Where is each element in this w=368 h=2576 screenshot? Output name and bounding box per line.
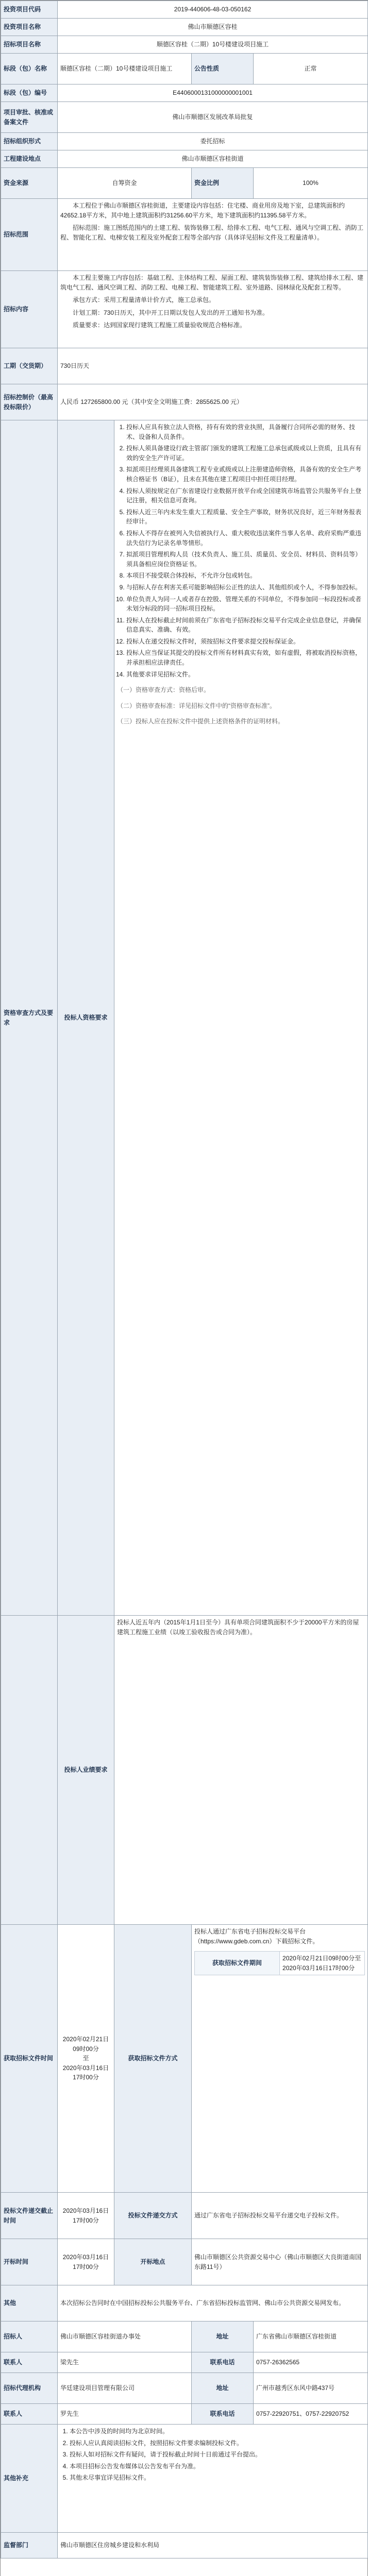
tenderer-contact-value: 梁先生 xyxy=(58,2352,192,2373)
org-form-label: 招标组织形式 xyxy=(1,133,58,150)
tail-item: 5. 其他未尽事宜详见招标文件。 xyxy=(70,2473,365,2483)
qualification-item: 11. 投标人在投标截止时间前须在广东省电子招标投标交易平台完成企业信息登记，并确保信息真实、准确、有效。 xyxy=(126,616,365,635)
project-name-label: 投资项目名称 xyxy=(1,19,58,36)
funding-label: 资金来源 xyxy=(1,168,58,199)
performance-label: 投标人业绩要求 xyxy=(58,1616,114,1925)
supervisor-value: 佛山市顺德区住房城乡建设和水利局 xyxy=(58,2533,368,2558)
row-agent xyxy=(1,2373,368,2404)
deadline-label: 投标文件递交截止时间 xyxy=(1,2193,58,2239)
performance-value: 投标人近五年内（2015年1月1日至今）具有单项合同建筑面积不少于20000平方米的房屋建筑工程施工业绩（以竣工验收报告或合同为准）。 xyxy=(114,1616,368,1925)
contents-paragraph: 计划工期：730日历天，其中开工日期以发包人发出的开工通知书为准。 xyxy=(73,309,269,316)
get-docs-method-label: 获取招标文件方式 xyxy=(114,1925,192,2193)
row-project-name xyxy=(1,19,368,36)
tail-content xyxy=(58,2425,368,2533)
qualifications-content xyxy=(114,420,368,1616)
qualification-note: （一）资格审查方式：资格后审。 xyxy=(117,686,210,694)
qualification-side-label: 资格审查方式及要求 xyxy=(1,420,58,1616)
qualification-notes xyxy=(117,685,365,726)
row-get-docs xyxy=(1,1925,368,2193)
get-docs-start: 2020年02月21日09时00分 xyxy=(62,2036,109,2053)
qualification-item: 3. 拟派项目经理须具备建筑工程专业贰级或以上注册建造师资格，具备有效的安全生产考核合格证书（B证），且未在其他在建工程项目中担任项目经理。 xyxy=(126,465,365,484)
duration-label: 工期（交货期） xyxy=(1,348,58,384)
row-performance xyxy=(1,1616,368,1925)
row-other xyxy=(1,2285,368,2321)
bid-project-name-value: 顺德区容桂（二期）10号楼建设项目施工 xyxy=(58,36,368,54)
public-type-value: 正常 xyxy=(254,54,368,84)
row-duration xyxy=(1,348,368,384)
qualification-item: 12. 投标人在递交投标文件时，须按招标文件要求提交投标保证金。 xyxy=(126,637,365,647)
qualification-note: （二）资格审查标准：详见招标文件中的“资格审查标准”。 xyxy=(117,702,276,709)
opening-place-label: 开标地点 xyxy=(114,2239,192,2285)
tenderer-addr-label: 地址 xyxy=(192,2321,254,2352)
performance-side xyxy=(1,1616,58,1925)
qualification-item: 5. 投标人近三年内未发生重大工程质量、安全生产事故，财务状况良好，近三年财务报表经审计。 xyxy=(126,507,365,527)
row-opening xyxy=(1,2239,368,2285)
agent-label: 招标代理机构 xyxy=(1,2373,58,2404)
bid-project-name-label: 招标项目名称 xyxy=(1,36,58,54)
tender-notice-table xyxy=(1,1,368,2558)
qualification-item: 14. 其他要求详见招标文件。 xyxy=(126,670,365,680)
qualification-note: （三）投标人应在投标文件中提供上述资格条件的证明材料。 xyxy=(117,718,285,725)
tenderer-tel-label: 联系电话 xyxy=(192,2352,254,2373)
section-no-label: 标段（包）编号 xyxy=(1,84,58,102)
get-docs-note-value: 2020年02月21日09时00分至2020年03月16日17时00分 xyxy=(280,1952,365,1975)
tail-item: 1. 本公告中涉及的时间均为北京时间。 xyxy=(70,2427,365,2436)
org-form-value: 委托招标 xyxy=(58,133,368,150)
agent-addr-label: 地址 xyxy=(192,2373,254,2404)
get-docs-method-value: 投标人通过广东省电子招标投标交易平台（https://www.gdeb.com.cn）下载招标文件。 获取招标文件期间 2020年02月21日09时00分至2020年03月16日17时00分 xyxy=(192,1925,368,2193)
approval-value: 佛山市顺德区发展改革局批复 xyxy=(58,102,368,133)
section-name-value: 顺德区容桂（二期）10号楼建设项目施工 xyxy=(58,54,192,84)
public-type-label: 公告性质 xyxy=(192,54,254,84)
row-agent-contact xyxy=(1,2404,368,2425)
tail-item: 2. 投标人应认真阅读招标文件，按照招标文件要求编制投标文件。 xyxy=(70,2438,365,2448)
row-qualifications xyxy=(1,420,368,1616)
qualification-item: 4. 投标人须按规定在广东省建设行业数据开放平台或全国建筑市场监管公共服务平台上登记注册，相关信息可查询。 xyxy=(126,486,365,505)
price-value: 人民币 127265800.00 元（其中安全文明施工费：2855625.00 元） xyxy=(58,384,368,420)
qualifications-list xyxy=(117,422,365,679)
tail-item: 4. 本项目招标公告发布媒体以公告发布平台为准。 xyxy=(70,2462,365,2471)
row-price xyxy=(1,384,368,420)
project-code-label: 投资项目代码 xyxy=(1,1,58,19)
scope-content xyxy=(58,199,368,271)
contents-label: 招标内容 xyxy=(1,271,58,348)
qualification-item: 13. 投标人应当保证其提交的投标文件所有材料真实有效，如有虚假，将被取消投标资格，并承担相应法律责任。 xyxy=(126,648,365,667)
qualification-item: 9. 与招标人存在利害关系可能影响招标公正性的法人、其他组织或个人，不得参加投标。 xyxy=(126,583,365,592)
row-project-code xyxy=(1,1,368,19)
qualification-item: 6. 投标人不得存在被列入失信被执行人、重大税收违法案件当事人名单、政府采购严重违法失信行为记录名单等情形。 xyxy=(126,529,365,548)
other-value: 本次招标公告同时在中国招标投标公共服务平台、广东省招标投标监管网、佛山市公共资源交易网发布。 xyxy=(58,2285,368,2321)
scope-paragraph: 本工程位于佛山市顺德区容桂街道，主要建设内容包括：住宅楼、商业用房及地下室，总建筑面积约42652.18平方米，其中地上建筑面积约31256.60平方米，地下建筑面积约11395.58平方米。 xyxy=(60,202,345,219)
location-label: 工程建设地点 xyxy=(1,150,58,168)
tenderer-contact-label: 联系人 xyxy=(1,2352,58,2373)
agent-addr-value: 广州市越秀区东风中路437号 xyxy=(254,2373,368,2404)
fund-ratio-label: 资金比例 xyxy=(192,168,254,199)
row-deadline xyxy=(1,2193,368,2239)
qualifications-label: 投标人资格要求 xyxy=(58,420,114,1616)
agent-tel-value: 0757-22920751、0757-22920752 xyxy=(254,2404,368,2425)
row-scope xyxy=(1,199,368,271)
contents-content xyxy=(58,271,368,348)
row-tenderer xyxy=(1,2321,368,2352)
opening-label: 开标时间 xyxy=(1,2239,58,2285)
agent-contact-value: 罗先生 xyxy=(58,2404,192,2425)
agent-contact-label: 联系人 xyxy=(1,2404,58,2425)
tail-label: 其他补充 xyxy=(1,2425,58,2533)
row-section-no xyxy=(1,84,368,102)
funding-value: 自筹资金 xyxy=(58,168,192,199)
contents-paragraph: 质量要求：达到国家现行建筑工程施工质量验收规范合格标准。 xyxy=(73,321,246,329)
qualification-item: 8. 本项目不接受联合体投标，不允许分包或转包。 xyxy=(126,571,365,581)
row-supervisor xyxy=(1,2533,368,2558)
contents-paragraph: 本工程主要施工内容包括：基础工程、主体结构工程、屋面工程、建筑装饰装修工程、建筑给排水工程、建筑电气工程、通风空调工程、消防工程、电梯工程、智能建筑工程、室外道路、园林绿化及配套工程等。 xyxy=(60,274,364,291)
row-funding xyxy=(1,168,368,199)
get-docs-end: 2020年03月16日17时00分 xyxy=(62,2064,109,2081)
deadline-value: 2020年03月16日17时00分 xyxy=(58,2193,114,2239)
section-name-label: 标段（包）名称 xyxy=(1,54,58,84)
section-no-value: E4406000131000000001001 xyxy=(58,84,368,102)
qualification-item: 10. 单位负责人为同一人或者存在控股、管理关系的不同单位，不得参加同一标段投标或者未划分标段的同一招标项目投标。 xyxy=(126,595,365,614)
deadline-method-value: 通过广东省电子招标投标交易平台递交电子投标文件。 xyxy=(192,2193,368,2239)
opening-place-value: 佛山市顺德区公共资源交易中心（佛山市顺德区大良街道南国东路11号） xyxy=(192,2239,368,2285)
tenderer-label: 招标人 xyxy=(1,2321,58,2352)
tail-item: 3. 投标人如对招标文件有疑问，请于投标截止时间十日前通过平台提出。 xyxy=(70,2450,365,2460)
supervisor-label: 监督部门 xyxy=(1,2533,58,2558)
get-docs-time: 2020年02月21日09时00分 至 2020年03月16日17时00分 xyxy=(58,1925,114,2193)
other-label: 其他 xyxy=(1,2285,58,2321)
qualification-item: 1. 投标人应具有独立法人资格，持有有效的营业执照，具备履行合同所必需的财务、技术、设备和人员条件。 xyxy=(126,422,365,442)
tenderer-value: 佛山市顺德区容桂街道办事处 xyxy=(58,2321,192,2352)
row-org-form xyxy=(1,133,368,150)
row-contents xyxy=(1,271,368,348)
deadline-method-label: 投标文件递交方式 xyxy=(114,2193,192,2239)
opening-value: 2020年03月16日17时00分 xyxy=(58,2239,114,2285)
get-docs-inner-table xyxy=(194,1951,365,1975)
agent-value: 华廷建设项目管理有限公司 xyxy=(58,2373,192,2404)
get-docs-note-label: 获取招标文件期间 xyxy=(195,1952,280,1975)
agent-tel-label: 联系电话 xyxy=(192,2404,254,2425)
qualification-item: 2. 投标人须具备建设行政主管部门颁发的建筑工程施工总承包贰级或以上资质，且具有有效的安全生产许可证。 xyxy=(126,444,365,463)
scope-paragraph: 招标范围：施工图纸范围内的土建工程、装饰装修工程、给排水工程、电气工程、通风与空调工程、消防工程、智能化工程、电梯安装工程及室外配套工程等全部内容（具体详见招标文件及工程量清单）。 xyxy=(60,224,364,241)
row-bid-project-name xyxy=(1,36,368,54)
qualification-item: 7. 拟派项目管理机构人员（技术负责人、施工员、质量员、安全员、材料员、资料员等）须具备相应岗位资格证书。 xyxy=(126,550,365,569)
contents-paragraph: 承包方式：采用工程量清单计价方式，施工总承包。 xyxy=(73,296,215,304)
tail-list xyxy=(60,2427,365,2483)
scope-label: 招标范围 xyxy=(1,199,58,271)
fund-ratio-value: 100% xyxy=(254,168,368,199)
duration-value: 730日历天 xyxy=(58,348,368,384)
tenderer-addr-value: 广东省佛山市顺德区容桂街道 xyxy=(254,2321,368,2352)
row-approval xyxy=(1,102,368,133)
location-value: 佛山市顺德区容桂街道 xyxy=(58,150,368,168)
row-tenderer-contact xyxy=(1,2352,368,2373)
row-location xyxy=(1,150,368,168)
row-section xyxy=(1,54,368,84)
get-docs-label: 获取招标文件时间 xyxy=(1,1925,58,2193)
approval-label: 项目审批、核准或备案文件 xyxy=(1,102,58,133)
project-code-value: 2019-440606-48-03-050162 xyxy=(58,1,368,19)
price-label: 招标控制价（最高投标限价） xyxy=(1,384,58,420)
row-tail xyxy=(1,2425,368,2533)
tenderer-tel-value: 0757-26362565 xyxy=(254,2352,368,2373)
project-name-value: 佛山市顺德区容桂 xyxy=(58,19,368,36)
